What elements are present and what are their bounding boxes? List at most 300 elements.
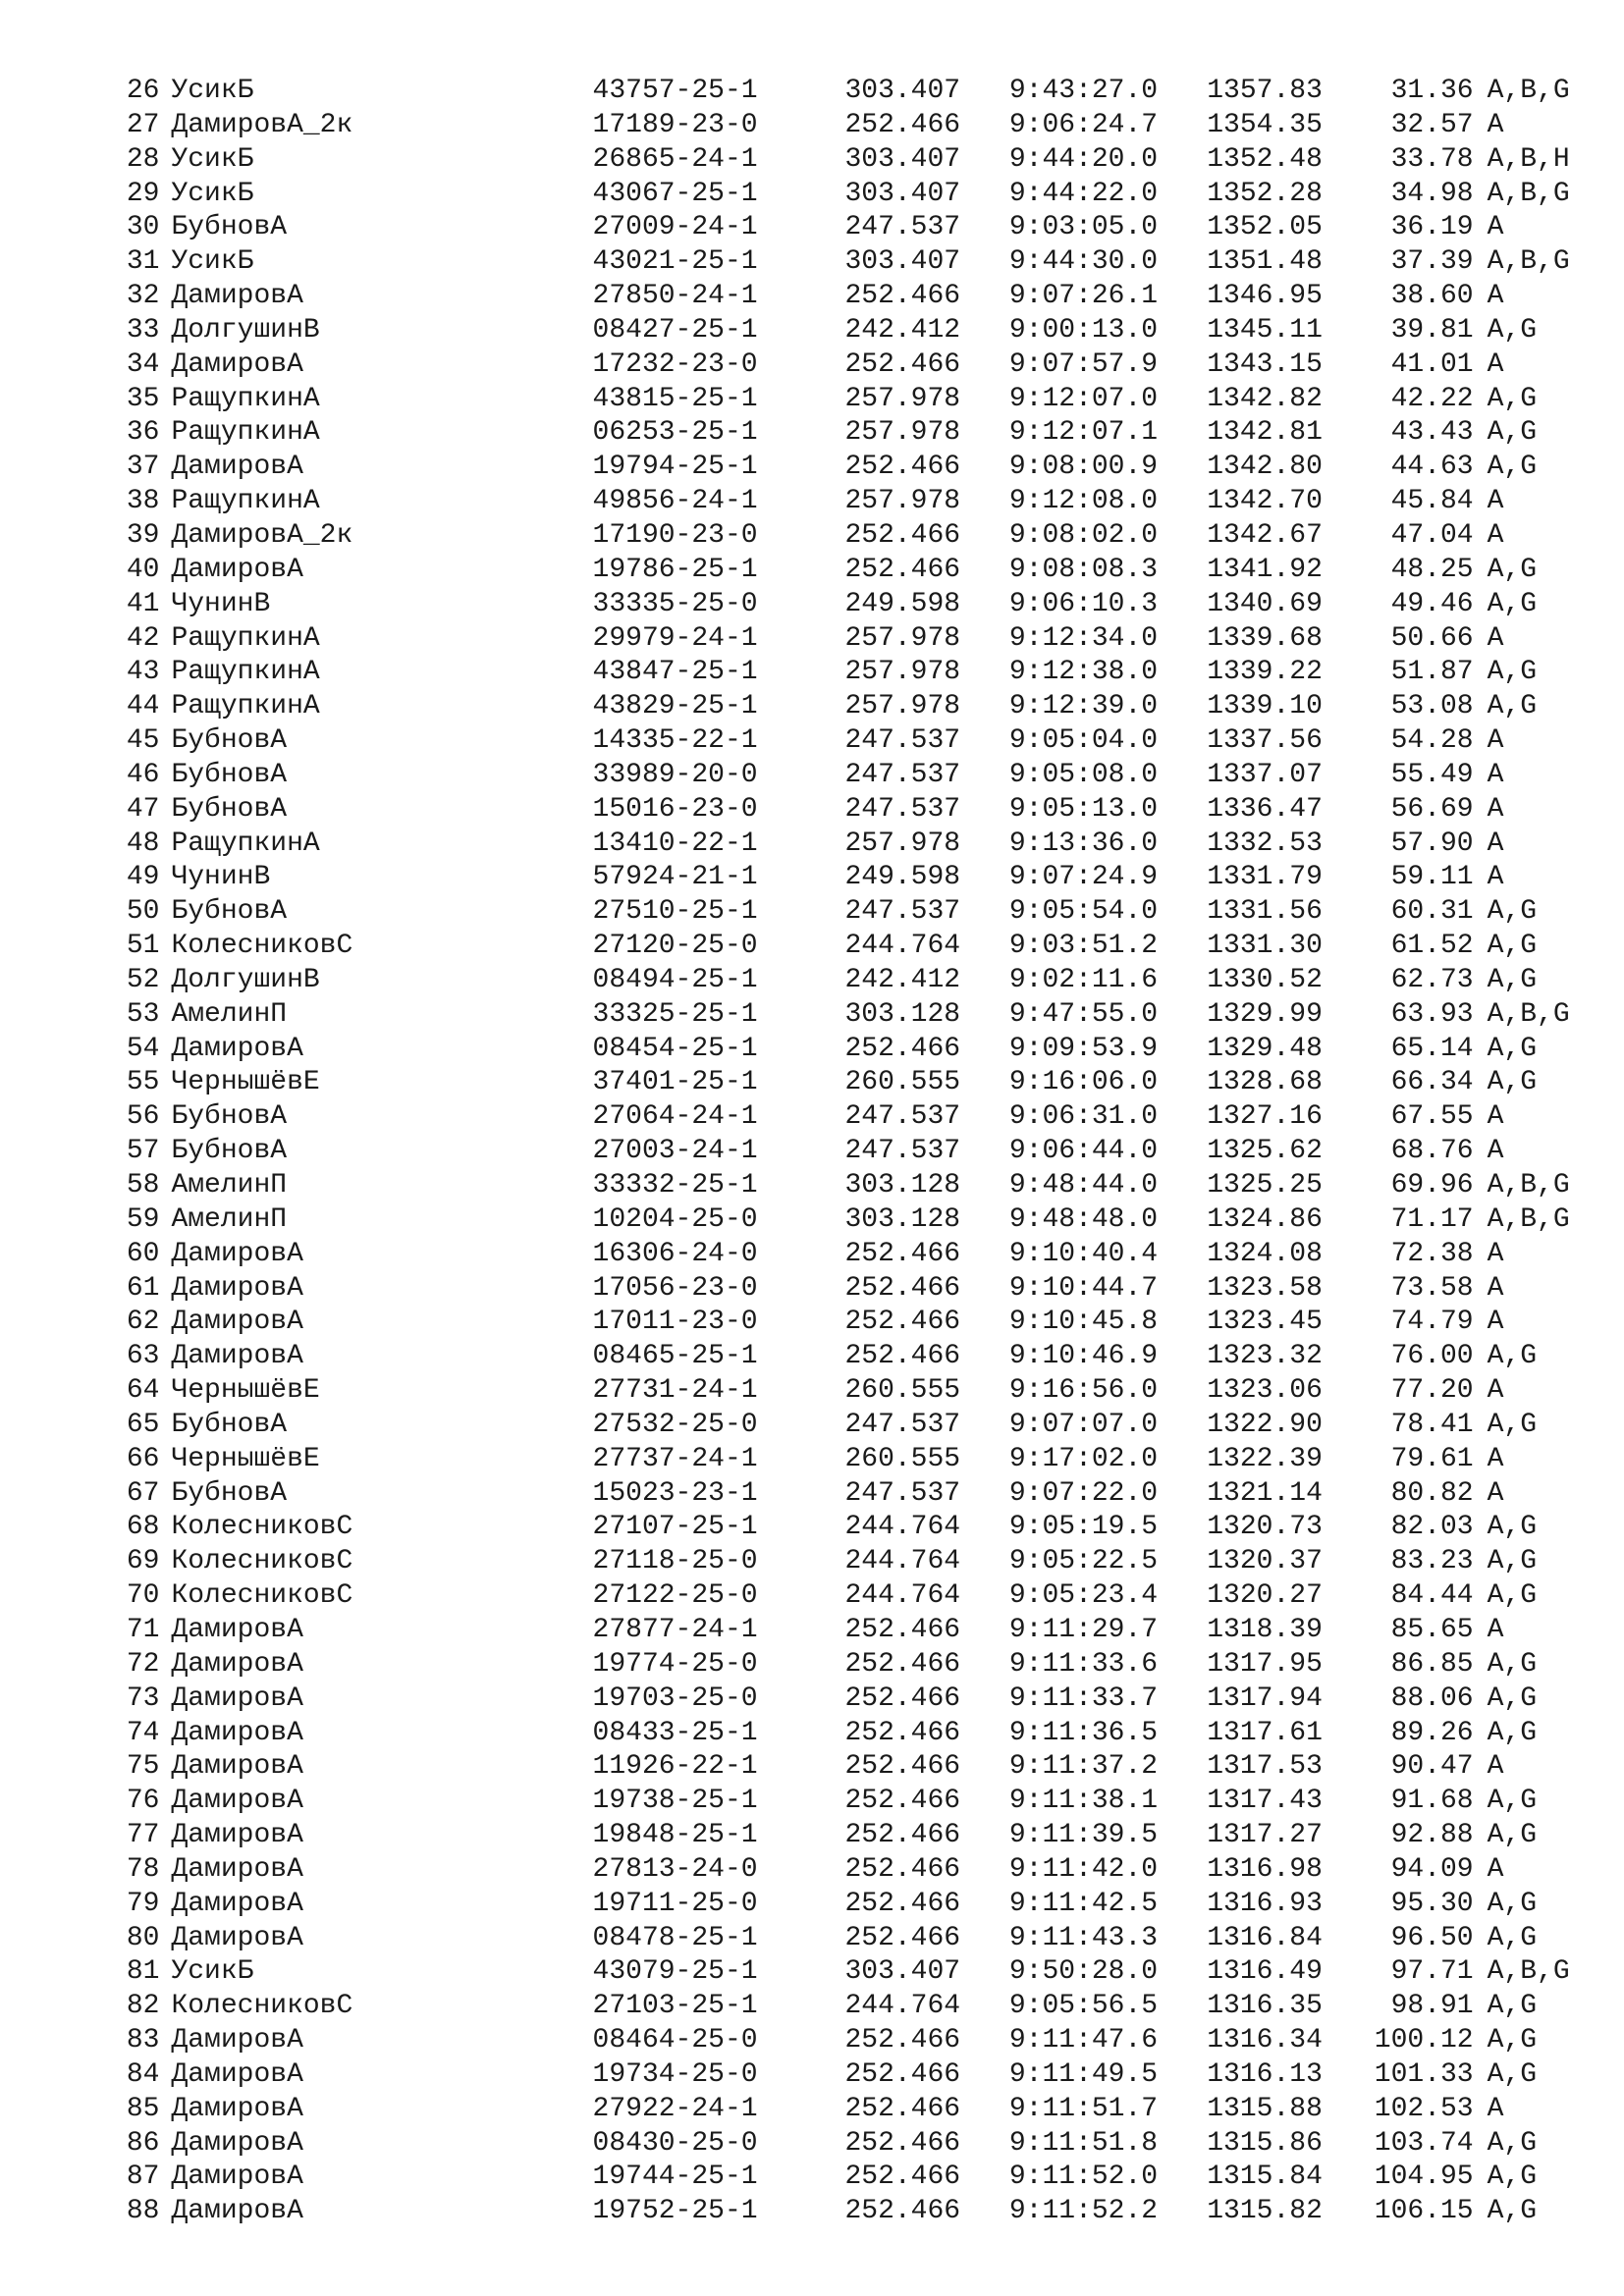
speed-value: 1324.86: [1207, 1203, 1323, 1235]
fancier-name: ДамировА: [171, 1751, 303, 1783]
ring-number: 13410-22-1: [592, 828, 758, 859]
coefficient-value: 94.09: [1390, 1853, 1474, 1885]
coefficient-value: 78.41: [1390, 1409, 1474, 1440]
table-row: [0, 211, 1624, 245]
fancier-name: РащупкинА: [171, 486, 320, 517]
distance-km: 303.407: [844, 1956, 961, 1988]
coefficient-value: 95.30: [1390, 1888, 1474, 1919]
place-number: 40: [126, 554, 160, 585]
fancier-name: КолесниковС: [171, 931, 353, 962]
coefficient-value: 97.71: [1390, 1956, 1474, 1988]
arrival-time: 9:06:10.3: [1008, 588, 1159, 619]
arrival-time: 9:08:02.0: [1008, 519, 1159, 551]
fancier-name: ЧунинВ: [171, 862, 271, 893]
place-number: 48: [126, 828, 160, 859]
arrival-time: 9:11:47.6: [1008, 2025, 1159, 2056]
arrival-time: 9:02:11.6: [1008, 964, 1159, 995]
table-row: [0, 1100, 1624, 1135]
table-row: [0, 2058, 1624, 2093]
table-row: [0, 178, 1624, 212]
classes-marks: A,G: [1487, 896, 1538, 928]
ring-number: 08478-25-1: [592, 1922, 758, 1953]
distance-km: 257.978: [844, 622, 961, 654]
fancier-name: ДамировА: [171, 1341, 303, 1372]
ring-number: 19738-25-1: [592, 1786, 758, 1817]
classes-marks: A,G: [1487, 554, 1538, 585]
fancier-name: ДамировА: [171, 2196, 303, 2227]
classes-marks: A: [1487, 828, 1504, 859]
classes-marks: A,G: [1487, 1409, 1538, 1440]
table-row: [0, 1443, 1624, 1477]
place-number: 53: [126, 998, 160, 1030]
ring-number: 27737-24-1: [592, 1443, 758, 1474]
distance-km: 303.128: [844, 1170, 961, 1201]
ring-number: 33325-25-1: [592, 998, 758, 1030]
fancier-name: КолесниковС: [171, 1512, 353, 1543]
place-number: 44: [126, 691, 160, 722]
coefficient-value: 56.69: [1390, 793, 1474, 825]
arrival-time: 9:16:56.0: [1008, 1375, 1159, 1407]
classes-marks: A,B,G: [1487, 998, 1570, 1030]
speed-value: 1339.68: [1207, 622, 1323, 654]
fancier-name: ДамировА: [171, 2058, 303, 2090]
arrival-time: 9:12:34.0: [1008, 622, 1159, 654]
coefficient-value: 57.90: [1390, 828, 1474, 859]
ring-number: 33335-25-0: [592, 588, 758, 619]
ring-number: 15016-23-0: [592, 793, 758, 825]
table-row: [0, 998, 1624, 1033]
classes-marks: A: [1487, 725, 1504, 757]
coefficient-value: 44.63: [1390, 452, 1474, 483]
arrival-time: 9:11:33.6: [1008, 1648, 1159, 1680]
place-number: 47: [126, 793, 160, 825]
table-row: [0, 1717, 1624, 1751]
arrival-time: 9:10:44.7: [1008, 1272, 1159, 1304]
speed-value: 1342.81: [1207, 417, 1323, 449]
distance-km: 242.412: [844, 314, 961, 346]
coefficient-value: 103.74: [1374, 2127, 1474, 2159]
coefficient-value: 83.23: [1390, 1546, 1474, 1577]
coefficient-value: 34.98: [1390, 178, 1474, 209]
distance-km: 252.466: [844, 1238, 961, 1269]
fancier-name: ДамировА: [171, 1648, 303, 1680]
place-number: 57: [126, 1136, 160, 1167]
arrival-time: 9:11:39.5: [1008, 1820, 1159, 1851]
place-number: 41: [126, 588, 160, 619]
speed-value: 1315.88: [1207, 2093, 1323, 2124]
distance-km: 247.537: [844, 1409, 961, 1440]
speed-value: 1317.27: [1207, 1820, 1323, 1851]
coefficient-value: 102.53: [1374, 2093, 1474, 2124]
fancier-name: БубновА: [171, 1409, 288, 1440]
fancier-name: АмелинП: [171, 998, 288, 1030]
classes-marks: A: [1487, 1853, 1504, 1885]
fancier-name: ДамировА: [171, 1717, 303, 1748]
table-row: [0, 1990, 1624, 2024]
table-row: [0, 416, 1624, 451]
coefficient-value: 38.60: [1390, 281, 1474, 312]
fancier-name: ДамировА: [171, 2162, 303, 2193]
speed-value: 1352.05: [1207, 212, 1323, 243]
arrival-time: 9:03:51.2: [1008, 931, 1159, 962]
classes-marks: A: [1487, 622, 1504, 654]
ring-number: 29979-24-1: [592, 622, 758, 654]
ring-number: 19786-25-1: [592, 554, 758, 585]
fancier-name: ЧернышёвЕ: [171, 1443, 320, 1474]
table-row: [0, 759, 1624, 793]
fancier-name: КолесниковС: [171, 1546, 353, 1577]
ring-number: 06253-25-1: [592, 417, 758, 449]
table-row: [0, 1238, 1624, 1272]
table-row: [0, 1066, 1624, 1100]
table-row: [0, 383, 1624, 417]
coefficient-value: 86.85: [1390, 1648, 1474, 1680]
ring-number: 14335-22-1: [592, 725, 758, 757]
coefficient-value: 88.06: [1390, 1682, 1474, 1714]
speed-value: 1336.47: [1207, 793, 1323, 825]
place-number: 27: [126, 109, 160, 140]
classes-marks: A: [1487, 1443, 1504, 1474]
arrival-time: 9:44:20.0: [1008, 143, 1159, 175]
arrival-time: 9:17:02.0: [1008, 1443, 1159, 1474]
arrival-time: 9:05:22.5: [1008, 1546, 1159, 1577]
ring-number: 43757-25-1: [592, 76, 758, 106]
fancier-name: ДамировА: [171, 1033, 303, 1064]
classes-marks: A,G: [1487, 1512, 1538, 1543]
ring-number: 33989-20-0: [592, 759, 758, 790]
distance-km: 252.466: [844, 1341, 961, 1372]
ring-number: 11926-22-1: [592, 1751, 758, 1783]
table-row: [0, 348, 1624, 383]
classes-marks: A,G: [1487, 2196, 1538, 2227]
classes-marks: A: [1487, 2093, 1504, 2124]
coefficient-value: 36.19: [1390, 212, 1474, 243]
distance-km: 252.466: [844, 554, 961, 585]
coefficient-value: 76.00: [1390, 1341, 1474, 1372]
distance-km: 249.598: [844, 862, 961, 893]
distance-km: 303.407: [844, 246, 961, 278]
speed-value: 1345.11: [1207, 314, 1323, 346]
speed-value: 1315.84: [1207, 2162, 1323, 2193]
place-number: 52: [126, 964, 160, 995]
distance-km: 252.466: [844, 1033, 961, 1064]
ring-number: 43847-25-1: [592, 657, 758, 688]
fancier-name: ДолгушинВ: [171, 314, 320, 346]
ring-number: 49856-24-1: [592, 486, 758, 517]
arrival-time: 9:12:07.0: [1008, 383, 1159, 414]
coefficient-value: 41.01: [1390, 348, 1474, 380]
place-number: 73: [126, 1682, 160, 1714]
classes-marks: A,G: [1487, 2025, 1538, 2056]
place-number: 50: [126, 896, 160, 928]
classes-marks: A,B,H: [1487, 143, 1570, 175]
arrival-time: 9:11:52.0: [1008, 2162, 1159, 2193]
arrival-time: 9:12:07.1: [1008, 417, 1159, 449]
coefficient-value: 90.47: [1390, 1751, 1474, 1783]
table-row: [0, 75, 1624, 109]
coefficient-value: 31.36: [1390, 76, 1474, 106]
fancier-name: БубновА: [171, 1101, 288, 1133]
place-number: 36: [126, 417, 160, 449]
arrival-time: 9:10:40.4: [1008, 1238, 1159, 1269]
distance-km: 252.466: [844, 2025, 961, 2056]
classes-marks: A: [1487, 862, 1504, 893]
fancier-name: УсикБ: [171, 76, 254, 106]
speed-value: 1339.22: [1207, 657, 1323, 688]
classes-marks: A,G: [1487, 1888, 1538, 1919]
table-row: [0, 1750, 1624, 1785]
arrival-time: 9:00:13.0: [1008, 314, 1159, 346]
fancier-name: РащупкинА: [171, 691, 320, 722]
ring-number: 27922-24-1: [592, 2093, 758, 2124]
distance-km: 252.466: [844, 109, 961, 140]
arrival-time: 9:43:27.0: [1008, 76, 1159, 106]
fancier-name: ДамировА: [171, 1682, 303, 1714]
ring-number: 08433-25-1: [592, 1717, 758, 1748]
classes-marks: A,G: [1487, 383, 1538, 414]
ring-number: 27122-25-0: [592, 1580, 758, 1612]
speed-value: 1316.84: [1207, 1922, 1323, 1953]
distance-km: 303.407: [844, 143, 961, 175]
speed-value: 1317.61: [1207, 1717, 1323, 1748]
classes-marks: A: [1487, 759, 1504, 790]
coefficient-value: 50.66: [1390, 622, 1474, 654]
fancier-name: БубновА: [171, 1136, 288, 1167]
place-number: 82: [126, 1991, 160, 2022]
ring-number: 27120-25-0: [592, 931, 758, 962]
table-row: [0, 1648, 1624, 1682]
arrival-time: 9:11:37.2: [1008, 1751, 1159, 1783]
speed-value: 1320.73: [1207, 1512, 1323, 1543]
place-number: 35: [126, 383, 160, 414]
coefficient-value: 54.28: [1390, 725, 1474, 757]
ring-number: 19794-25-1: [592, 452, 758, 483]
distance-km: 252.466: [844, 1922, 961, 1953]
classes-marks: A: [1487, 281, 1504, 312]
distance-km: 244.764: [844, 1512, 961, 1543]
place-number: 38: [126, 486, 160, 517]
classes-marks: A,G: [1487, 314, 1538, 346]
distance-km: 252.466: [844, 1853, 961, 1885]
speed-value: 1325.25: [1207, 1170, 1323, 1201]
fancier-name: ЧернышёвЕ: [171, 1375, 320, 1407]
table-row: [0, 2127, 1624, 2162]
distance-km: 252.466: [844, 519, 961, 551]
classes-marks: A,G: [1487, 1341, 1538, 1372]
speed-value: 1316.98: [1207, 1853, 1323, 1885]
speed-value: 1331.79: [1207, 862, 1323, 893]
ring-number: 19734-25-0: [592, 2058, 758, 2090]
classes-marks: A,G: [1487, 1922, 1538, 1953]
coefficient-value: 106.15: [1374, 2196, 1474, 2227]
coefficient-value: 73.58: [1390, 1272, 1474, 1304]
speed-value: 1357.83: [1207, 76, 1323, 106]
speed-value: 1330.52: [1207, 964, 1323, 995]
table-row: [0, 1785, 1624, 1819]
coefficient-value: 55.49: [1390, 759, 1474, 790]
classes-marks: A,G: [1487, 931, 1538, 962]
fancier-name: КолесниковС: [171, 1991, 353, 2022]
fancier-name: РащупкинА: [171, 417, 320, 449]
place-number: 58: [126, 1170, 160, 1201]
table-row: [0, 1409, 1624, 1443]
table-row: [0, 1477, 1624, 1512]
table-row: [0, 1545, 1624, 1579]
place-number: 86: [126, 2127, 160, 2159]
table-row: [0, 1682, 1624, 1717]
table-row: [0, 793, 1624, 828]
speed-value: 1337.07: [1207, 759, 1323, 790]
coefficient-value: 89.26: [1390, 1717, 1474, 1748]
fancier-name: БубновА: [171, 1477, 288, 1509]
fancier-name: ДамировА: [171, 1307, 303, 1338]
speed-value: 1316.93: [1207, 1888, 1323, 1919]
speed-value: 1346.95: [1207, 281, 1323, 312]
fancier-name: УсикБ: [171, 246, 254, 278]
classes-marks: A: [1487, 486, 1504, 517]
table-row: [0, 1579, 1624, 1614]
place-number: 32: [126, 281, 160, 312]
distance-km: 257.978: [844, 828, 961, 859]
speed-value: 1321.14: [1207, 1477, 1323, 1509]
classes-marks: A: [1487, 1751, 1504, 1783]
distance-km: 260.555: [844, 1375, 961, 1407]
classes-marks: A,B,G: [1487, 1203, 1570, 1235]
arrival-time: 9:50:28.0: [1008, 1956, 1159, 1988]
ring-number: 17189-23-0: [592, 109, 758, 140]
speed-value: 1331.56: [1207, 896, 1323, 928]
distance-km: 249.598: [844, 588, 961, 619]
fancier-name: КолесниковС: [171, 1580, 353, 1612]
arrival-time: 9:11:42.0: [1008, 1853, 1159, 1885]
ring-number: 27009-24-1: [592, 212, 758, 243]
fancier-name: РащупкинА: [171, 383, 320, 414]
classes-marks: A: [1487, 1375, 1504, 1407]
distance-km: 252.466: [844, 1717, 961, 1748]
ring-number: 27103-25-1: [592, 1991, 758, 2022]
table-row: [0, 485, 1624, 519]
classes-marks: A,B,G: [1487, 178, 1570, 209]
classes-marks: A: [1487, 1307, 1504, 1338]
classes-marks: A,B,G: [1487, 76, 1570, 106]
fancier-name: ДамировА: [171, 2127, 303, 2159]
distance-km: 244.764: [844, 1991, 961, 2022]
speed-value: 1337.56: [1207, 725, 1323, 757]
classes-marks: A,B,G: [1487, 1170, 1570, 1201]
fancier-name: ДамировА: [171, 452, 303, 483]
distance-km: 303.407: [844, 178, 961, 209]
arrival-time: 9:12:38.0: [1008, 657, 1159, 688]
classes-marks: A: [1487, 519, 1504, 551]
place-number: 34: [126, 348, 160, 380]
fancier-name: ДамировА: [171, 1272, 303, 1304]
speed-value: 1315.82: [1207, 2196, 1323, 2227]
table-row: [0, 656, 1624, 690]
classes-marks: A,G: [1487, 1648, 1538, 1680]
coefficient-value: 63.93: [1390, 998, 1474, 1030]
place-number: 71: [126, 1614, 160, 1645]
coefficient-value: 74.79: [1390, 1307, 1474, 1338]
speed-value: 1320.27: [1207, 1580, 1323, 1612]
distance-km: 247.537: [844, 1101, 961, 1133]
distance-km: 252.466: [844, 1751, 961, 1783]
ring-number: 27813-24-0: [592, 1853, 758, 1885]
ring-number: 26865-24-1: [592, 143, 758, 175]
classes-marks: A: [1487, 793, 1504, 825]
ring-number: 17011-23-0: [592, 1307, 758, 1338]
distance-km: 257.978: [844, 657, 961, 688]
speed-value: 1317.53: [1207, 1751, 1323, 1783]
distance-km: 247.537: [844, 212, 961, 243]
place-number: 31: [126, 246, 160, 278]
fancier-name: УсикБ: [171, 178, 254, 209]
table-row: [0, 2093, 1624, 2127]
fancier-name: ЧунинВ: [171, 588, 271, 619]
arrival-time: 9:11:43.3: [1008, 1922, 1159, 1953]
distance-km: 247.537: [844, 1477, 961, 1509]
fancier-name: ЧернышёвЕ: [171, 1067, 320, 1098]
place-number: 76: [126, 1786, 160, 1817]
fancier-name: ДолгушинВ: [171, 964, 320, 995]
distance-km: 257.978: [844, 486, 961, 517]
speed-value: 1324.08: [1207, 1238, 1323, 1269]
classes-marks: A: [1487, 348, 1504, 380]
arrival-time: 9:11:42.5: [1008, 1888, 1159, 1919]
classes-marks: A,G: [1487, 1682, 1538, 1714]
fancier-name: БубновА: [171, 896, 288, 928]
place-number: 49: [126, 862, 160, 893]
speed-value: 1323.45: [1207, 1307, 1323, 1338]
coefficient-value: 37.39: [1390, 246, 1474, 278]
coefficient-value: 72.38: [1390, 1238, 1474, 1269]
ring-number: 16306-24-0: [592, 1238, 758, 1269]
table-row: [0, 964, 1624, 998]
speed-value: 1327.16: [1207, 1101, 1323, 1133]
arrival-time: 9:11:36.5: [1008, 1717, 1159, 1748]
coefficient-value: 68.76: [1390, 1136, 1474, 1167]
place-number: 80: [126, 1922, 160, 1953]
fancier-name: ДамировА: [171, 2025, 303, 2056]
fancier-name: БубновА: [171, 725, 288, 757]
place-number: 42: [126, 622, 160, 654]
place-number: 37: [126, 452, 160, 483]
table-row: [0, 314, 1624, 348]
fancier-name: РащупкинА: [171, 622, 320, 654]
classes-marks: A,G: [1487, 417, 1538, 449]
distance-km: 260.555: [844, 1443, 961, 1474]
ring-number: 08427-25-1: [592, 314, 758, 346]
table-row: [0, 280, 1624, 314]
arrival-time: 9:10:46.9: [1008, 1341, 1159, 1372]
distance-km: 244.764: [844, 1546, 961, 1577]
speed-value: 1316.13: [1207, 2058, 1323, 2090]
results-body: [0, 75, 1624, 2229]
coefficient-value: 71.17: [1390, 1203, 1474, 1235]
table-row: [0, 143, 1624, 178]
speed-value: 1342.82: [1207, 383, 1323, 414]
fancier-name: ДамировА: [171, 554, 303, 585]
distance-km: 303.407: [844, 76, 961, 106]
table-row: [0, 1203, 1624, 1238]
classes-marks: A,G: [1487, 1580, 1538, 1612]
distance-km: 252.466: [844, 1614, 961, 1645]
arrival-time: 9:03:05.0: [1008, 212, 1159, 243]
arrival-time: 9:08:00.9: [1008, 452, 1159, 483]
place-number: 56: [126, 1101, 160, 1133]
fancier-name: ДамировА: [171, 1238, 303, 1269]
distance-km: 252.466: [844, 1272, 961, 1304]
table-row: [0, 588, 1624, 622]
